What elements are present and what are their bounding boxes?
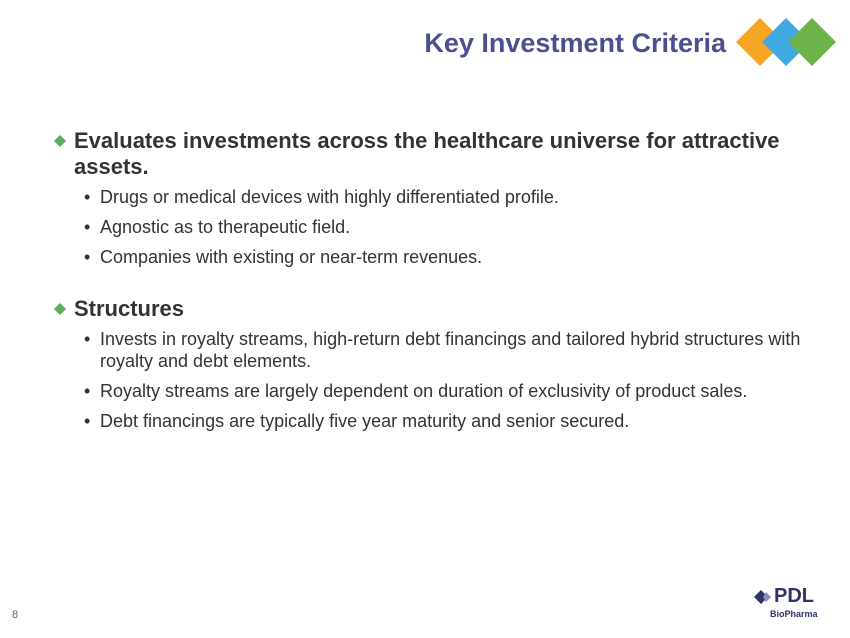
section-heading (52, 296, 812, 322)
dot-bullet-icon: • (84, 411, 91, 431)
logo-subtitle: BioPharma (770, 609, 818, 619)
bullet-list (52, 328, 812, 432)
list-item: • Drugs or medical devices with highly differentiated profile. (84, 187, 559, 207)
page-number: 8 (12, 609, 19, 621)
list-item: • Royalty streams are largely dependent on duration of exclusivity of product sales. (84, 381, 748, 401)
diamond-bullet-icon (54, 303, 66, 315)
list-item: • Invests in royalty streams, high-return debt financings and tailored hybrid structures with royalty and debt elements. (84, 329, 801, 371)
slide-title: Key Investment Criteria (424, 28, 726, 58)
section-evaluates (52, 128, 812, 268)
section-heading (52, 128, 812, 180)
slide-content (52, 128, 812, 460)
dot-bullet-icon: • (84, 381, 91, 401)
diamond-bullet-icon (54, 135, 66, 147)
dot-bullet-icon: • (84, 187, 91, 207)
section-heading-text: Evaluates investments across the healthcare universe for attractive assets. (74, 128, 780, 179)
section-structures (52, 296, 812, 432)
pdl-logo-mark-icon (754, 590, 772, 604)
list-item: • Agnostic as to therapeutic field. (84, 217, 351, 237)
section-heading-text: Structures (74, 296, 185, 321)
dot-bullet-icon: • (84, 247, 91, 267)
green-diamond-icon (788, 18, 836, 66)
dot-bullet-icon: • (84, 329, 91, 349)
list-item: • Companies with existing or near-term revenues. (84, 247, 483, 267)
bullet-list (52, 186, 812, 268)
logo-name: PDL (774, 585, 814, 607)
diamond-logo-icon (734, 16, 838, 68)
list-item: • Debt financings are typically five year maturity and senior secured. (84, 411, 630, 431)
dot-bullet-icon: • (84, 217, 91, 237)
